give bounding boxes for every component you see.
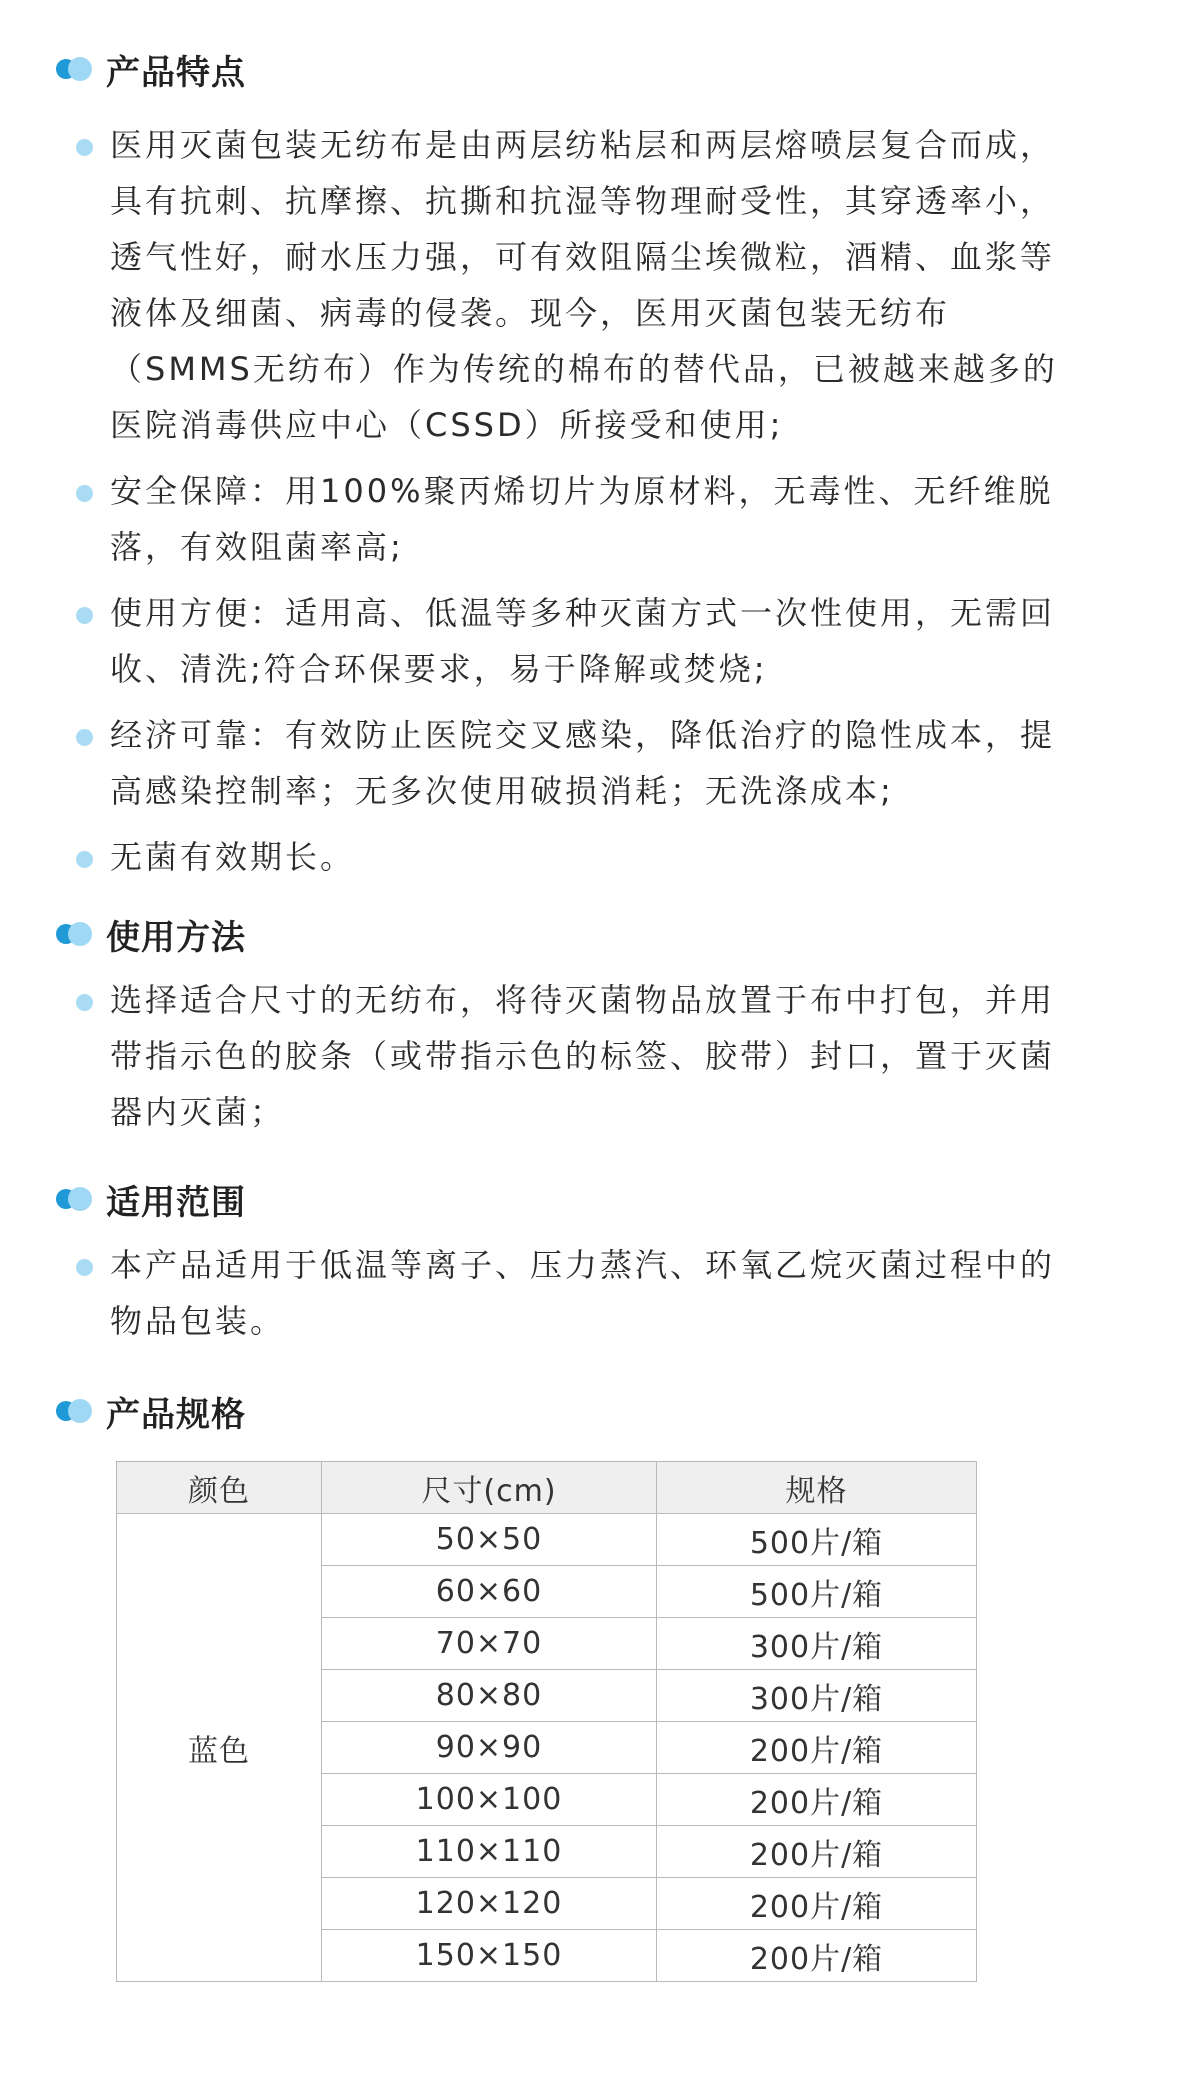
bullet-dot-icon: [76, 139, 93, 156]
list-item: 安全保障：用100%聚丙烯切片为原材料，无毒性、无纤维脱落，有效阻菌率高;: [76, 463, 1076, 575]
header-spec: 规格: [657, 1462, 977, 1514]
scope-list: [76, 1237, 1076, 1359]
header-size: 尺寸(cm): [322, 1462, 657, 1514]
heading-dots-icon: [56, 1398, 92, 1424]
list-item: 经济可靠：有效防止医院交叉感染，降低治疗的隐性成本，提高感染控制率；无多次使用破损消耗；无洗涤成本;: [76, 707, 1076, 819]
spec-cell: 500片/箱: [657, 1514, 977, 1566]
size-cell: 60×60: [322, 1566, 657, 1618]
bullet-dot-icon: [76, 1259, 93, 1276]
features-title: 产品特点: [106, 52, 246, 93]
size-cell: 90×90: [322, 1722, 657, 1774]
bullet-dot-icon: [76, 994, 93, 1011]
list-item: 选择适合尺寸的无纺布，将待灭菌物品放置于布中打包，并用带指示色的胶条（或带指示色的标签、胶带）封口，置于灭菌器内灭菌；: [76, 972, 1076, 1140]
heading-dots-icon: [56, 1186, 92, 1212]
size-cell: 100×100: [322, 1774, 657, 1826]
list-item: 本产品适用于低温等离子、压力蒸汽、环氧乙烷灭菌过程中的物品包装。: [76, 1237, 1076, 1349]
header-color: 颜色: [117, 1462, 322, 1514]
bullet-dot-icon: [76, 851, 93, 868]
spec-cell: 200片/箱: [657, 1826, 977, 1878]
specs-title: 产品规格: [106, 1394, 246, 1435]
list-item: 使用方便：适用高、低温等多种灭菌方式一次性使用，无需回收、清洗;符合环保要求，易于降解或焚烧;: [76, 585, 1076, 697]
size-cell: 150×150: [322, 1930, 657, 1982]
bullet-dot-icon: [76, 607, 93, 624]
list-item: 医用灭菌包装无纺布是由两层纺粘层和两层熔喷层复合而成，具有抗刺、抗摩擦、抗撕和抗湿等物理耐受性，其穿透率小，透气性好，耐水压力强，可有效阻隔尘埃微粒，酒精、血浆等液体及细菌、病毒的侵袭。现今，医用灭菌包装无纺布（SMMS无纺布）作为传统的棉布的替代品，已被越来越多的医院消毒供应中心（CSSD）所接受和使用;: [76, 117, 1076, 453]
scope-title: 适用范围: [106, 1182, 246, 1223]
spec-cell: 300片/箱: [657, 1618, 977, 1670]
heading-dots-icon: [56, 56, 92, 82]
list-item: 无菌有效期长。: [76, 829, 1076, 885]
size-cell: 110×110: [322, 1826, 657, 1878]
color-cell: 蓝色: [117, 1514, 322, 1982]
spec-cell: 200片/箱: [657, 1930, 977, 1982]
usage-heading: [56, 914, 246, 958]
spec-table: [116, 1461, 977, 1982]
size-cell: 70×70: [322, 1618, 657, 1670]
features-list: [76, 117, 1076, 895]
table-header-row: [117, 1462, 977, 1514]
specs-heading: [56, 1391, 246, 1435]
usage-list: [76, 972, 1076, 1150]
spec-cell: 200片/箱: [657, 1878, 977, 1930]
size-cell: 80×80: [322, 1670, 657, 1722]
heading-dots-icon: [56, 921, 92, 947]
spec-cell: 300片/箱: [657, 1670, 977, 1722]
spec-cell: 500片/箱: [657, 1566, 977, 1618]
spec-cell: 200片/箱: [657, 1722, 977, 1774]
table-row: [117, 1514, 977, 1566]
scope-heading: [56, 1179, 246, 1223]
bullet-dot-icon: [76, 729, 93, 746]
size-cell: 50×50: [322, 1514, 657, 1566]
spec-cell: 200片/箱: [657, 1774, 977, 1826]
usage-title: 使用方法: [106, 917, 246, 958]
size-cell: 120×120: [322, 1878, 657, 1930]
features-heading: [56, 49, 246, 93]
bullet-dot-icon: [76, 485, 93, 502]
